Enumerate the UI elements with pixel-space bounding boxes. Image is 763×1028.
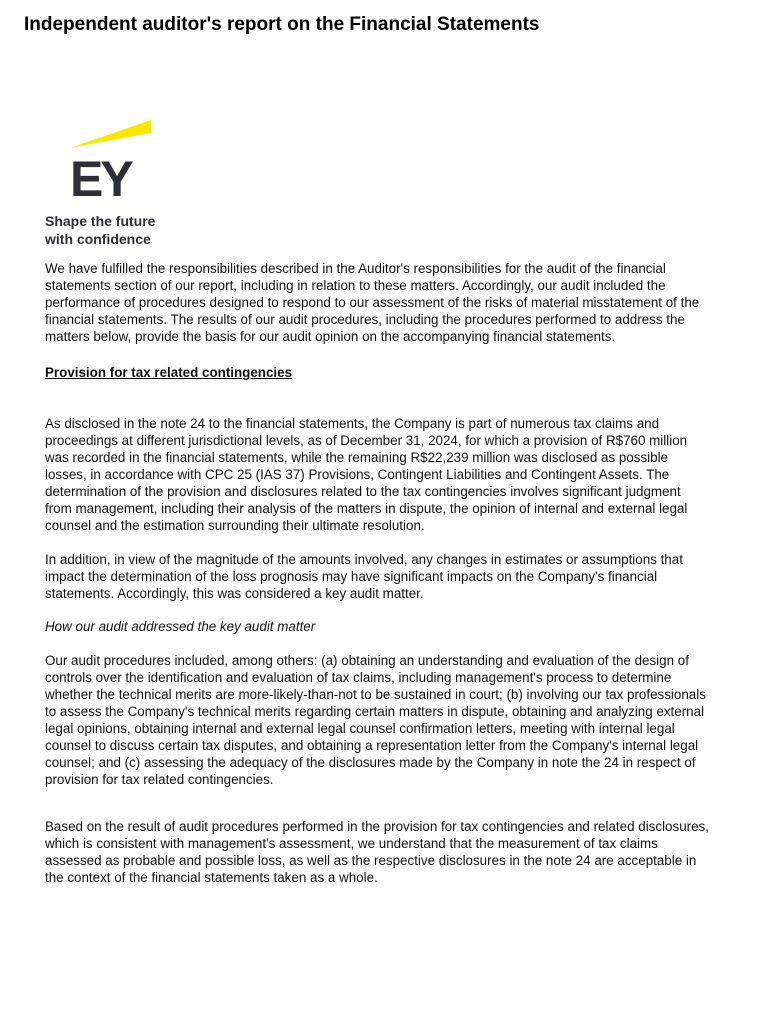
report-body bbox=[45, 260, 710, 886]
section-heading: Provision for tax related contingencies bbox=[45, 365, 293, 380]
intro-paragraph: We have fulfilled the responsibilities described in the Auditor's responsibilities for the audit of the financial statements section of our report, including in relation to these matters. Accordingly, our audit included the performance of procedures designed to respond to our assessment of the risks of material misstatement of the financial statements. The results of our audit procedures, including the procedures performed to address the matters below, provide the basis for our audit opinion on the accompanying financial statements. bbox=[45, 261, 700, 344]
key-matter-paragraph: In addition, in view of the magnitude of the amounts involved, any changes in estimates or assumptions that impact the determination of the loss prognosis may have significant impacts on the Company's financial statements. Accordingly, this was considered a key audit matter. bbox=[45, 552, 683, 601]
logo-mark: EY bbox=[70, 151, 131, 207]
ey-beam-icon bbox=[70, 118, 152, 150]
disclosure-paragraph: As disclosed in the note 24 to the financial statements, the Company is part of numerous tax claims and proceedings at different jurisdictional levels, as of December 31, 2024, for which a provision of R$760 million was recorded in the financial statements, while the remaining R$22,239 million was disclosed as possible losses, in accordance with CPC 25 (IAS 37) Provisions, Contingent Liabilities and Contingent Assets. The determination of the provision and disclosures related to the tax contingencies involves significant judgment from management, including their analysis of the matters in dispute, the opinion of internal and external legal counsel and the estimation surrounding their ultimate resolution. bbox=[45, 416, 688, 533]
audit-response-subheading: How our audit addressed the key audit matter bbox=[45, 619, 316, 634]
logo-tagline bbox=[45, 212, 155, 248]
ey-logo bbox=[44, 118, 184, 250]
procedures-paragraph: Our audit procedures included, among others: (a) obtaining an understanding and evaluation of the design of controls over the identification and evaluation of tax claims, including management's process to determine whether the technical merits are more-likely-than-not to be sustained in court; (b) involving our tax professionals to assess the Company's technical merits regarding certain matters in dispute, obtaining and analyzing external legal opinions, obtaining internal and external legal counsel confirmation letters, meeting with internal legal counsel to discuss certain tax disputes, and obtaining a representation letter from the Company's internal legal counsel; and (c) assessing the adequacy of the disclosures made by the Company in note the 24 in respect of provision for tax related contingencies. bbox=[45, 653, 706, 787]
page-title: Independent auditor's report on the Financial Statements bbox=[24, 14, 540, 35]
logo-tagline-line1: Shape the future bbox=[45, 213, 156, 229]
conclusion-paragraph: Based on the result of audit procedures performed in the provision for tax contingencies and related disclosures, which is consistent with management's assessment, we understand that the measurement of tax claims assessed as probable and possible loss, as well as the respective disclosures in the note 24 are acceptable in the context of the financial statements taken as a whole. bbox=[45, 819, 709, 885]
logo-tagline-line2: with confidence bbox=[45, 231, 151, 247]
